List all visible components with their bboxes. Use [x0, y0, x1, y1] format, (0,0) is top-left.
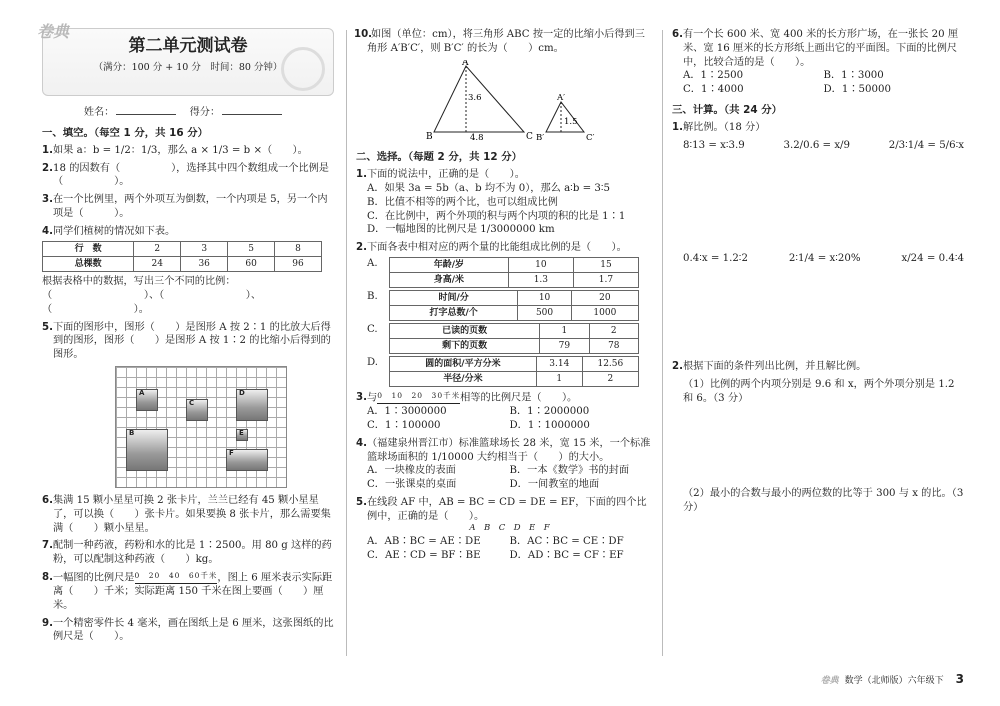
text: A. [367, 257, 378, 269]
choice-1: 1. 下面的说法中，正确的是（ ）。 A．如果 3a = 5b（a、b 均不为 0），那么 a∶b = 3∶5 B．比值不相等的两个比，也可以组成比例 C．在比例中，两个外项的积与两个内项的积的比是 1∶1 D．一幅地图的比例尺是 1/3000000 km [356, 168, 652, 237]
text: 一个精密零件长 4 毫米，画在图纸上是 6 厘米，这张图纸的比例尺是（ ）。 [53, 617, 334, 643]
text: 18 的因数有（ ），选择其中四个数组成一个比例是（ ）。 [53, 162, 329, 188]
picture-d [236, 389, 268, 421]
text: 12.56 [582, 356, 638, 371]
equation-row-2 [672, 252, 964, 266]
text: 同学们植树的情况如下表。 [53, 225, 176, 237]
footer-logo: 卷典 [820, 676, 839, 686]
tri-base: 4.8 [470, 132, 484, 140]
text: B [129, 429, 135, 437]
question-7: 7. 配制一种药液，药粉和水的比是 1∶2500。用 80 g 这样的药粉，可以配制这种药液（ ）kg。 [42, 540, 332, 566]
calc-1: 1. 解比例。（18 分） [672, 121, 766, 133]
choice-4: 4. （福建泉州晋江市）标准篮球场长 28 米，宽 15 米，一个标准篮球场面积的 1/10000 大约相当于（ ）的大小。 A．一块橡皮的表面 B．一本《数学》书的封面 C．一张课桌的桌面 D．一间教室的地面 [356, 437, 651, 491]
text: 1 [536, 371, 582, 386]
text: 在一个比例里，两个外项互为倒数，一个内项是 5，另一个内项是（ ）。 [53, 194, 328, 219]
text: 10 [508, 257, 573, 272]
exam-info: （满分：100 分 + 10 分 时间：80 分钟） [93, 61, 283, 73]
scale-bar: 0 10 20 30千米 [377, 391, 460, 404]
shape-grid [115, 366, 287, 488]
text: 下面的图形中，图形（ ）是图形 A 按 2∶1 的比放大后得到的图形，图形（ ）是图形 A 按 1∶2 的比缩小后得到的图形。 [53, 321, 331, 361]
text: B．AC∶BC = CE∶DF [509, 535, 624, 547]
section-heading: 二、选择。（每题 2 分，共 12 分） [356, 151, 523, 164]
text: D．一间教室的地面 [509, 479, 600, 491]
picture-e [236, 429, 248, 441]
text: 8∶13 = x∶3.9 [683, 139, 745, 151]
section-heading: 一、填空。（每空 1 分，共 16 分） [42, 126, 209, 139]
text: A．1∶3000000 [367, 406, 447, 418]
text: C. [367, 323, 378, 335]
score-label: 得分： [189, 107, 221, 118]
text: 3.14 [536, 356, 582, 371]
text: 3 [181, 242, 228, 257]
text: A．1∶2500 [683, 70, 744, 82]
text: x/24 = 0.4∶4 [901, 253, 964, 265]
text: 2 [134, 242, 181, 257]
text: C．在比例中，两个外项的积与两个内项的积的比是 1∶1 [367, 210, 626, 222]
text: B．1∶3000 [823, 70, 884, 82]
text: D．1∶1000000 [509, 420, 590, 432]
text: 2/3∶1/4 = 5/6∶x [888, 139, 964, 151]
question-4b: 根据表格中的数据，写出三个不同的比例：（ ）、（ ）、（ ）。 [42, 276, 262, 315]
text: A．如果 3a = 5b（a、b 均不为 0），那么 a∶b = 3∶5 [367, 183, 610, 195]
text: 行 数 [43, 242, 134, 257]
question-10: 10. 如图（单位：cm），将三角形 ABC 按一定的比缩小后得到三角形 A′B′C′，则 B′C′ 的长为（ ）cm。 [354, 29, 645, 54]
calc-2a: （1）比例的两个内项分别是 9.6 和 x，两个外项分别是 1.2 和 6。（3 分） [683, 378, 955, 404]
text: 500 [518, 305, 571, 320]
scale-bar: 0 20 40 60千米 [135, 571, 218, 584]
tree-table [42, 241, 322, 272]
text: E [239, 429, 244, 437]
text: 已读的页数 [390, 323, 540, 338]
text: 圆的面积/平方分米 [390, 356, 537, 371]
choice-2: 2. 下面各表中相对应的两个量的比能组成比例的是（ ）。 A. 年龄/岁 10 15 身高/米 1.3 1.7 B. 时间/分 10 20 打字总数/个 500 1000 C. 已读的页数 1 2 剩下的页数 79 78 D. 圆的面积/平方分米 3.14 12.56 半径/分米 1 2 [356, 241, 652, 387]
tri-label: B [426, 131, 433, 140]
option-table-d [367, 356, 652, 387]
text: B．一本《数学》书的封面 [509, 465, 630, 477]
text: C．一张课桌的桌面 [367, 479, 457, 491]
text: D．一幅地图的比例尺是 1/3000000 km [367, 224, 555, 236]
text: 下面各表中相对应的两个量的比能组成比例的是（ ）。 [367, 242, 627, 254]
question-9: 9. 一个精密零件长 4 毫米，画在图纸上是 6 厘米，这张图纸的比例尺是（ ）。 [42, 617, 334, 643]
text: 如图（单位：cm），将三角形 ABC 按一定的比缩小后得到三角形 A′B′C′，则 B′C′ 的长为（ ）cm。 [367, 29, 645, 54]
question-3: 3. 在一个比例里，两个外项互为倒数，一个内项是 5，另一个内项是（ ）。 [42, 194, 328, 219]
text: A．一块橡皮的表面 [367, 465, 456, 477]
text: 8 [275, 242, 322, 257]
text: 有一个长 600 米、宽 400 米的长方形广场，在一张长 20 厘米、宽 16 厘米的长方形纸上画出它的平面图。下面的比例尺中，比较合适的是（ ）。 [683, 29, 959, 68]
section-heading: 三、计算。（共 24 分） [672, 103, 783, 116]
options [367, 182, 652, 237]
picture-a [136, 389, 158, 411]
text: 96 [275, 257, 322, 272]
segment-af: A B C D E F [469, 523, 550, 534]
text: B．比值不相等的两个比，也可以组成比例 [367, 196, 558, 208]
text: 如果 a：b = 1/2：1/3，那么 a × 1/3 = b ×（ ）。 [53, 144, 308, 156]
text: 1.3 [508, 272, 573, 287]
text: 1.7 [573, 272, 638, 287]
page-title: 第二单元测试卷 [128, 36, 248, 56]
text: D．AD∶BC = CF∶EF [509, 549, 624, 561]
question-8: 8. 一幅图的比例尺是0 20 40 60千米，图上 6 厘米表示实际距离（ ）千米；实际距离 150 千米在图上要画（ ）厘米。 [42, 570, 333, 611]
text: 总棵数 [43, 257, 134, 272]
table-row [43, 242, 322, 257]
text: C．AE∶CD = BF∶BE [367, 549, 481, 561]
text: 在线段 AF 中，AB = BC = CD = DE = EF，下面的四个比例中，正确的是（ ）。 [367, 496, 647, 522]
column-divider [662, 30, 663, 656]
triangle-figure [356, 60, 652, 140]
title-box [37, 22, 334, 96]
question-5: 5. 下面的图形中，图形（ ）是图形 A 按 2∶1 的比放大后得到的图形，图形（ ）是图形 A 按 1∶2 的比缩小后得到的图形。 A B C D E F [42, 321, 334, 488]
name-label: 姓名： [83, 107, 115, 118]
text: C [189, 399, 195, 407]
question-4: 4. 同学们植树的情况如下表。 行 数 2 3 5 8 总棵数 24 36 60 96 根据表格中的数据，写出三个不同的比例：（ ）、（ ）、（ ）。 [42, 225, 334, 317]
text: 剩下的页数 [390, 338, 540, 353]
choice-5: 5. 在线段 AF 中，AB = BC = CD = DE = EF，下面的四个比例中，正确的是（ ）。 A B C D E F A．AB∶BC = AE∶DE B．AC∶BC = CE∶DF C．AE∶CD = BF∶BE D．AD∶BC = CF∶EF [356, 496, 652, 563]
text: 相等的比例尺是（ ）。 [460, 392, 578, 404]
tri-label: C′ [586, 132, 595, 140]
column-1 [37, 22, 334, 648]
picture-f [226, 449, 268, 471]
tri-label: A [462, 59, 469, 68]
name-score-bar [42, 106, 334, 120]
text: 15 [573, 257, 638, 272]
text: 20 [571, 290, 638, 305]
brand-logo: 卷典 [37, 22, 70, 41]
equation-row-1 [672, 139, 964, 153]
page-footer [821, 672, 964, 686]
text: 1000 [571, 305, 638, 320]
text: 3.2/0.6 = x/9 [783, 139, 850, 151]
text: 2 [589, 323, 638, 338]
text: D. [367, 356, 379, 368]
text: 60 [228, 257, 275, 272]
tri-label: B′ [536, 132, 545, 140]
text: 0.4∶x = 1.2∶2 [683, 253, 748, 265]
text: B．1∶2000000 [509, 406, 590, 418]
text: 身高/米 [390, 272, 509, 287]
calc-2: 2. 根据下面的条件列出比例，并且解比例。 [672, 361, 867, 373]
tri-label: C [526, 131, 533, 140]
text: C．1∶4000 [683, 84, 744, 96]
text: B. [367, 290, 378, 302]
text: 集满 15 颗小星星可换 2 张卡片，兰兰已经有 45 颗小星星了，可以换（ ）张卡片。如果要换 8 张卡片，那么需要集满（ ）颗小星星。 [53, 495, 331, 534]
text: D [239, 389, 245, 397]
question-6: 6. 集满 15 颗小星星可换 2 张卡片，兰兰已经有 45 颗小星星了，可以换（ ）张卡片。如果要换 8 张卡片，那么需要集满（ ）颗小星星。 [42, 495, 331, 534]
text: 解比例。（18 分） [683, 121, 766, 133]
table-row [43, 257, 322, 272]
text: 10 [518, 290, 571, 305]
text: 与 [367, 392, 378, 404]
option-table-c [367, 323, 652, 354]
text: 打字总数/个 [390, 305, 518, 320]
text: A．AB∶BC = AE∶DE [367, 535, 481, 547]
text: C．1∶100000 [367, 420, 441, 432]
option-table-b [367, 290, 652, 321]
text: A [139, 389, 145, 397]
picture-c [186, 399, 208, 421]
tri-height: 1.5 [564, 116, 578, 127]
picture-b [126, 429, 168, 471]
footer-text: 数学（北师版）六年级下 [844, 676, 944, 686]
calc-2b: （2）最小的合数与最小的两位数的比等于 300 与 x 的比。（3 分） [683, 488, 964, 514]
option-table-a [367, 257, 652, 288]
text: 配制一种药液，药粉和水的比是 1∶2500。用 80 g 这样的药粉，可以配制这种药液（ ）kg。 [53, 540, 332, 566]
text: 年龄/岁 [390, 257, 509, 272]
text: F [229, 449, 234, 457]
page-number: 3 [955, 672, 964, 686]
question-2: 2. 18 的因数有（ ），选择其中四个数组成一个比例是（ ）。 [42, 162, 329, 188]
text: 36 [181, 257, 228, 272]
text: 2∶1/4 = x∶20% [788, 253, 861, 265]
question-1: 1. 如果 a：b = 1/2：1/3，那么 a × 1/3 = b ×（ ）。 [42, 144, 308, 156]
text: 根据下面的条件列出比例，并且解比例。 [683, 361, 867, 373]
text: 79 [540, 338, 589, 353]
tri-height: 3.6 [468, 92, 482, 103]
score-field[interactable] [222, 114, 282, 115]
cloud-decoration-icon [281, 47, 325, 91]
text: 24 [134, 257, 181, 272]
text: 1 [540, 323, 589, 338]
text: （福建泉州晋江市）标准篮球场长 28 米，宽 15 米，一个标准篮球场面积的 1/10000 大约相当于（ ）的大小。 [367, 437, 651, 463]
text: 一幅图的比例尺是 [53, 572, 135, 584]
text: ，图上 6 厘米表示实际距离（ ）千米；实际距离 150 千米在图上要画（ ）厘米。 [53, 572, 333, 611]
text: 时间/分 [390, 290, 518, 305]
column-2 [356, 28, 652, 566]
choice-3: 3. 与0 10 20 30千米相等的比例尺是（ ）。 A．1∶3000000 B．1∶2000000 C．1∶100000 D．1∶1000000 [356, 391, 652, 433]
text: 半径/分米 [390, 371, 537, 386]
text: 5 [228, 242, 275, 257]
name-field[interactable] [116, 114, 176, 115]
tri-label: A′ [557, 92, 566, 103]
column-divider [346, 30, 347, 656]
choice-6: 6. 有一个长 600 米、宽 400 米的长方形广场，在一张长 20 厘米、宽 16 厘米的长方形纸上画出它的平面图。下面的比例尺中，比较合适的是（ ）。 A．1∶2500 B．1∶3000 C．1∶4000 D．1∶50000 [672, 28, 964, 97]
text: 78 [589, 338, 638, 353]
text: 下面的说法中，正确的是（ ）。 [367, 169, 525, 181]
column-3 [672, 28, 964, 515]
text: 2 [582, 371, 638, 386]
text: D．1∶50000 [823, 84, 891, 96]
